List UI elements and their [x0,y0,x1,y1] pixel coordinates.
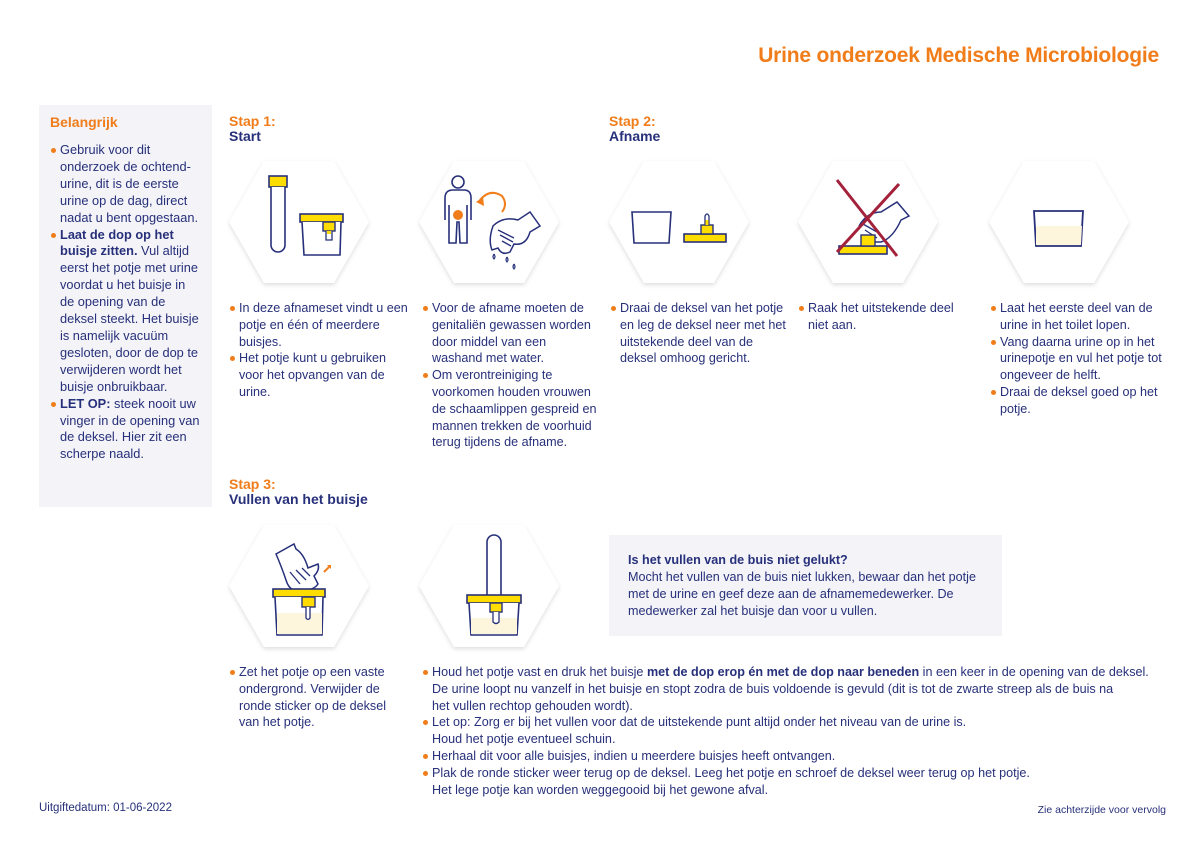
list-item: Om verontreiniging te voorkomen houden vrouwen de schaamlippen gespreid en mannen trekken de voorhuid terug tijdens de afname. [422,367,600,451]
tube-and-container-icon [228,160,370,284]
step-3-heading: Stap 3: Vullen van het buisje [229,476,368,507]
continue-note: Zie achterzijde voor vervolg [1037,804,1166,816]
step-1-heading: Stap 1: Start [229,113,276,144]
list-item: Laat het eerste deel van de urine in het toilet lopen. [990,300,1170,334]
do-not-touch-icon [797,160,939,284]
list-item: Raak het uitstekende deel niet aan. [798,300,958,334]
list-item: Laat de dop op het buisje zitten. Vul altijd eerst het potje met urine voordat u het buisje in de opening van de deksel steekt. Het buisje is namelijk vacuüm gesloten, door de dop te verwijderen wordt het buisje onbruikbaar. [50,227,202,396]
step-2-panel-1-text [610,300,790,367]
issue-date: Uitgiftedatum: 01-06-2022 [39,802,172,814]
important-heading: Belangrijk [50,114,118,130]
important-list [50,142,202,463]
note-question: Is het vullen van de buis niet gelukt? [628,553,848,567]
list-item: Houd het potje vast en druk het buisje met de dop erop én met de dop naar beneden in een keer in de opening van de deksel. De urine loopt nu vanzelf in het buisje en stopt zodra de buis voldoende is gevuld (dit is tot de zwarte streep als de buis na het vullen rechtop gehouden wordt). [422,664,1182,714]
step-2-heading: Stap 2: Afname [609,113,661,144]
list-item: Zet het potje op een vaste ondergrond. Verwijder de ronde sticker op de deksel van het potje. [229,664,409,731]
list-item: Draai de deksel van het potje en leg de deksel neer met het uitstekende deel van de deksel omhoog gericht. [610,300,790,367]
list-item: Vang daarna urine op in het urinepotje en vul het potje tot ongeveer de helft. [990,334,1170,384]
tube-fill-failed-note [609,535,1002,636]
note-body: Mocht het vullen van de buis niet lukken, bewaar dan het potje met de urine en geef deze aan de afnamemedewerker. De medewerker zal het buisje dan voor u vullen. [628,570,976,618]
remove-sticker-icon [228,524,370,648]
list-item: Let op: Zorg er bij het vullen voor dat de uitstekende punt altijd onder het niveau van de urine is. Houd het potje eventueel schuin. [422,714,1182,748]
step-3-panel-2-text [422,664,1182,798]
half-filled-container-icon [988,160,1130,284]
list-item: Herhaal dit voor alle buisjes, indien u meerdere buisjes heeft ontvangen. [422,748,1182,765]
step-2-panel-2-text [798,300,958,334]
list-item: LET OP: steek nooit uw vinger in de opening van de deksel. Hier zit een scherpe naald. [50,396,202,464]
document-title: Urine onderzoek Medische Microbiologie [758,44,1159,67]
lid-upside-up-icon [608,160,750,284]
list-item: Het potje kunt u gebruiken voor het opvangen van de urine. [229,350,409,400]
wash-genitals-icon [418,160,560,284]
list-item: Voor de afname moeten de genitaliën gewassen worden door middel van een washand met water. [422,300,600,367]
list-item: Plak de ronde sticker weer terug op de deksel. Leeg het potje en schroef de deksel weer terug op het potje. Het lege potje kan worden weggegooid bij het gewone afval. [422,765,1182,799]
important-box [39,105,212,507]
tube-in-container-icon [418,524,560,648]
step-2-panel-3-text [990,300,1170,418]
list-item: In deze afnameset vindt u een potje en één of meerdere buisjes. [229,300,409,350]
list-item: Draai de deksel goed op het potje. [990,384,1170,418]
list-item: Gebruik voor dit onderzoek de ochtend-urine, dit is de eerste urine op de dag, direct nadat u bent opgestaan. [50,142,202,227]
step-3-panel-1-text [229,664,409,731]
step-1-panel-1-text [229,300,409,401]
step-1-panel-2-text [422,300,600,451]
